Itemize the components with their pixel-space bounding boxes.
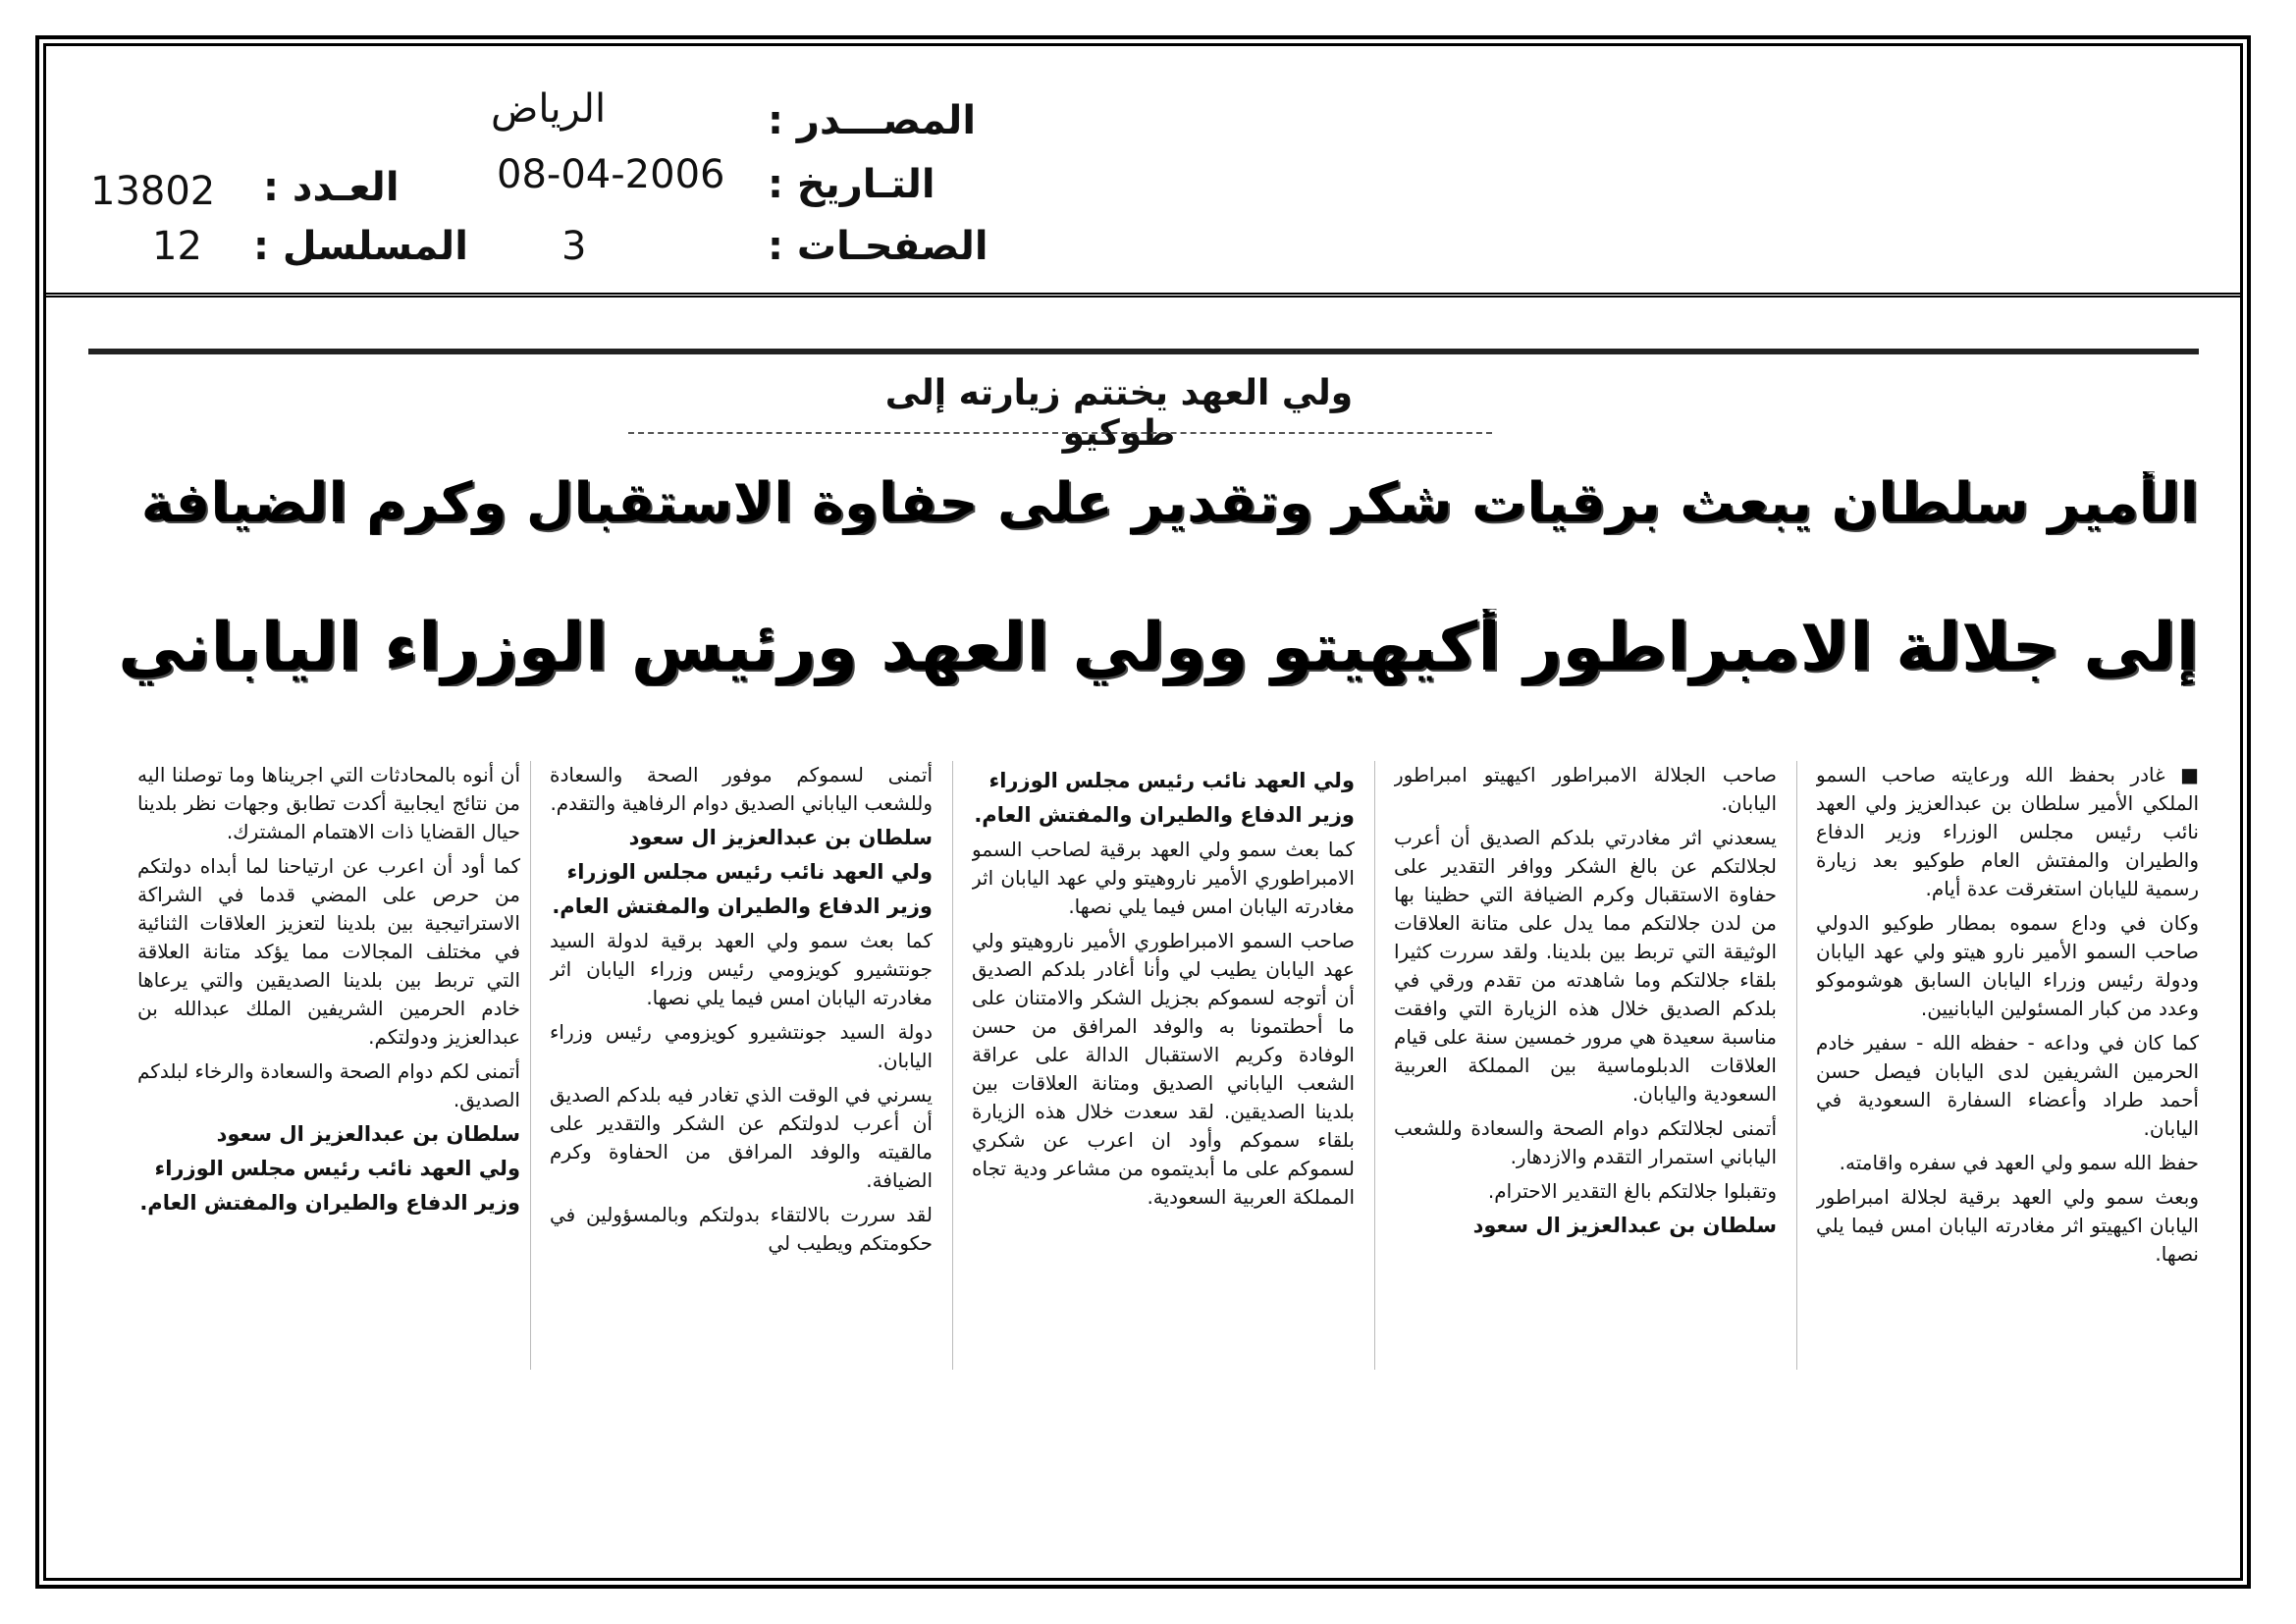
pages-label: الصفحـات :: [768, 224, 988, 269]
paragraph: ■ غادر بحفظ الله ورعايته صاحب السمو الملكي الأمير سلطان بن عبدالعزيز ولي العهد نائب رئيس مجلس الوزراء وزير الدفاع والطيران والمفتش العام طوكيو بعد زيارة رسمية لليابان استغرقت عدة أيام.: [1816, 763, 2199, 900]
date-label: التـاريخ :: [768, 162, 935, 207]
article-column-2: [1394, 761, 1777, 1370]
serial-value: 12: [152, 224, 202, 269]
signature: سلطان بن عبدالعزيز ال سعود: [628, 826, 933, 849]
headline-line-1: الأمير سلطان يبعث برقيات شكر وتقدير على حفاوة الاستقبال وكرم الضيافة: [140, 471, 2199, 535]
serial-label: المسلسل :: [253, 224, 468, 269]
source-label: المصـــدر :: [768, 98, 977, 143]
source-value: الرياض: [491, 86, 607, 132]
paragraph: كما أود أن اعرب عن ارتياحنا لما أبداه دولتكم من حرص على المضي قدما في الشراكة الاستراتيجية بين بلدينا لتعزيز العلاقات الثنائية في مختلف المجالات مما يؤكد متانة العلاقة التي تربط بين بلدينا الصديقين والتي يرعاها خادم الحرمين الشريفين الملك عبدالله بن عبدالعزيز ودولتكم.: [137, 854, 520, 1049]
article-column-3: [972, 761, 1355, 1370]
pages-value: 3: [561, 224, 587, 269]
paragraph: صاحب السمو الامبراطوري الأمير ناروهيتو ولي عهد اليابان يطيب لي وأنا أغادر بلدكم الصديق أن أتوجه لسموكم بجزيل الشكر والامتنان على ما أحطتمونا به والوفد المرافق من حسن الوفادة وكريم الاستقبال الدالة على عراقة الشعب الياباني الصديق ومتانة العلاقات بين بلدينا الصديقين. لقد سعدت خلال هذه الزيارة بلقاء سموكم وأود ان اعرب عن شكري لسموكم على ما أبديتموه من مشاعر ودية تجاه المملكة العربية السعودية.: [972, 929, 1355, 1209]
paragraph: صاحب الجلالة الامبراطور اكيهيتو امبراطور اليابان.: [1394, 763, 1777, 815]
date-value: 08-04-2006: [497, 152, 725, 197]
column-separator: [952, 761, 953, 1370]
paragraph: أتمنى لكم دوام الصحة والسعادة والرخاء لبلدكم الصديق.: [137, 1059, 520, 1111]
signature-title: وزير الدفاع والطيران والمفتش العام.: [139, 1191, 520, 1215]
issue-label: العـدد :: [263, 165, 400, 210]
article-kicker: ولي العهد يختتم زيارته إلى طوكيو: [884, 373, 1354, 454]
paragraph: يسعدني اثر مغادرتي بلدكم الصديق أن أعرب لجلالتكم عن بالغ الشكر ووافر التقدير على حفاوة الاستقبال وكرم الضيافة التي حظينا بها من لدن جلالتكم مما يدل على متانة العلاقات الوثيقة التي تربط بين بلدينا. ولقد سررت كثيرا بلقاء جلالتكم وما شاهدته من تقدم ورقي في بلدكم الصديق خلال هذه الزيارة التي وافقت مناسبة سعيدة هي مرور خمسين سنة على قيام العلاقات الدبلوماسية بين المملكة العربية السعودية واليابان.: [1394, 826, 1777, 1106]
signature-title: ولي العهد نائب رئيس مجلس الوزراء: [988, 769, 1355, 792]
column-separator: [530, 761, 531, 1370]
article-top-rule: [88, 349, 2199, 354]
paragraph: دولة السيد جونتشيرو كويزومي رئيس وزراء اليابان.: [550, 1020, 933, 1072]
column-separator: [1374, 761, 1375, 1370]
signature-title: ولي العهد نائب رئيس مجلس الوزراء: [566, 860, 933, 884]
paragraph: كما بعث سمو ولي العهد برقية لصاحب السمو الامبراطوري الأمير ناروهيتو ولي عهد اليابان اثر مغادرته اليابان امس فيما يلي نصها.: [972, 838, 1355, 918]
signature: سلطان بن عبدالعزيز ال سعود: [1472, 1214, 1777, 1237]
article-column-5: [137, 761, 520, 1370]
article-column-4: [550, 761, 933, 1370]
column-separator: [1796, 761, 1797, 1370]
paragraph: أتمنى لجلالتكم دوام الصحة والسعادة وللشعب الياباني استمرار التقدم والازدهار.: [1394, 1116, 1777, 1168]
paragraph: وتقبلوا جلالتكم بالغ التقدير الاحترام.: [1487, 1179, 1777, 1203]
issue-value: 13802: [90, 169, 216, 214]
article-column-1: [1816, 761, 2199, 1370]
article-body: [137, 761, 2199, 1370]
signature-title: ولي العهد نائب رئيس مجلس الوزراء: [154, 1157, 520, 1180]
paragraph: يسرني في الوقت الذي تغادر فيه بلدكم الصديق أن أعرب لدولتكم عن الشكر والتقدير على مالقيته والوفد المرافق من الحفاوة وكرم الضيافة.: [550, 1083, 933, 1192]
headline-line-2: إلى جلالة الامبراطور أكيهيتو وولي العهد ورئيس الوزراء الياباني: [118, 609, 2199, 686]
paragraph: لقد سررت بالالتقاء بدولتكم وبالمسؤولين في حكومتكم ويطيب لي: [550, 1203, 933, 1255]
signature-title: وزير الدفاع والطيران والمفتش العام.: [552, 894, 933, 918]
paragraph: أتمنى لسموكم موفور الصحة والسعادة وللشعب الياباني الصديق دوام الرفاهية والتقدم.: [550, 763, 933, 815]
signature: سلطان بن عبدالعزيز ال سعود: [216, 1122, 520, 1146]
paragraph: وبعث سمو ولي العهد برقية لجلالة امبراطور اليابان اكيهيتو اثر مغادرته اليابان امس فيما يلي نصها.: [1816, 1185, 2199, 1266]
signature-title: وزير الدفاع والطيران والمفتش العام.: [974, 803, 1355, 827]
paragraph: كما بعث سمو ولي العهد برقية لدولة السيد جونتشيرو كويزومي رئيس وزراء اليابان اثر مغادرته اليابان امس فيما يلي نصها.: [550, 929, 933, 1009]
paragraph: حفظ الله سمو ولي العهد في سفره واقامته.: [1839, 1151, 2199, 1174]
header-divider: [43, 293, 2243, 298]
paragraph: كما كان في وداعه - حفظه الله - سفير خادم الحرمين الشريفين لدى اليابان فيصل حسن أحمد طراد وأعضاء السفارة السعودية في اليابان.: [1816, 1031, 2199, 1140]
paragraph: وكان في وداع سموه بمطار طوكيو الدولي صاحب السمو الأمير نارو هيتو ولي عهد اليابان ودولة رئيس وزراء اليابان السابق هوشوموكو وعدد من كبار المسئولين اليابانيين.: [1816, 911, 2199, 1020]
kicker-underline: [628, 432, 1492, 436]
paragraph: أن أنوه بالمحادثات التي اجريناها وما توصلنا اليه من نتائج ايجابية أكدت تطابق وجهات نظر بلدينا حيال القضايا ذات الاهتمام المشترك.: [137, 763, 520, 843]
